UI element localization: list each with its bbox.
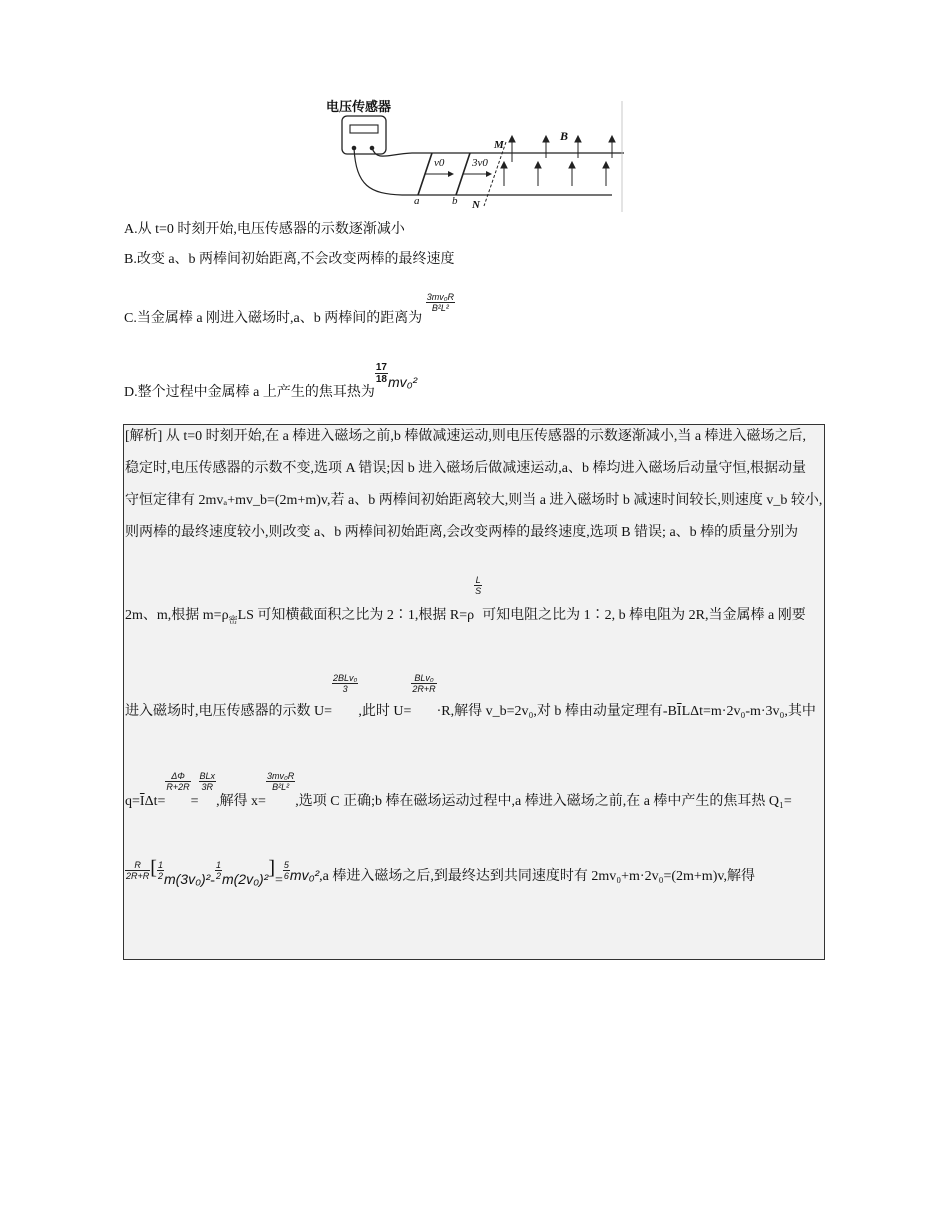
l6b: ,此时 U= xyxy=(358,703,412,719)
frac-denominator: 2 xyxy=(215,871,221,882)
frac-numerator: 3mv₀R xyxy=(426,292,455,302)
frac-denominator: 3 xyxy=(332,683,358,694)
frac-denominator: B²L² xyxy=(426,302,455,313)
frac-denominator: S xyxy=(475,586,482,596)
l7-frac2 xyxy=(199,771,217,792)
label-M: M xyxy=(494,139,504,151)
l8-half2 xyxy=(215,860,222,881)
l7-frac3 xyxy=(266,771,295,792)
frac-denominator: 2R+R xyxy=(412,684,436,694)
option-b: B.改变 a、b 两棒间初始距离,不会改变两棒的最终速度 xyxy=(124,252,455,267)
label-v0: v0 xyxy=(434,157,445,169)
l6a: 进入磁场时,电压传感器的示数 U= xyxy=(125,703,333,719)
l8-frac5 xyxy=(283,860,290,881)
l7a: q= xyxy=(125,793,140,809)
frac-numerator: 17 xyxy=(375,362,387,373)
l7e: ,选项 C 正确;b 棒在磁场运动过程中,a 棒进入磁场之前,在 a 棒中产生的焦耳热 Q₁= xyxy=(295,793,792,809)
l8-bracket-open: [ xyxy=(150,857,157,879)
option-a: A.从 t=0 时刻开始,电压传感器的示数逐渐减小 xyxy=(124,222,405,237)
analysis-line-3: 守恒定律有 2mvₐ+mv_b=(2m+m)v,若 a、b 两棒间初始距离较大,则当 a 进入磁场时 b 减速时间较长,则速度 v_b 较小, xyxy=(125,493,823,508)
frac-numerator: 5 xyxy=(283,860,289,871)
frac-numerator: R xyxy=(134,860,141,871)
l7-ibar: $\overline{I}$ xyxy=(139,793,145,809)
label-a: a xyxy=(414,195,420,207)
option-c xyxy=(124,292,455,326)
label-b: b xyxy=(452,195,458,207)
frac-denominator: 6 xyxy=(283,871,289,882)
option-d-text: D.整个过程中金属棒 a 上产生的焦耳热为 xyxy=(124,384,375,400)
l8-m2: m(2v₀)² xyxy=(221,871,269,887)
circuit-diagram xyxy=(322,96,624,212)
l6-frac1 xyxy=(332,673,358,694)
l5c: 可知电阻之比为 1∶2, b 棒电阻为 2R,当金属棒 a 刚要 xyxy=(482,607,806,623)
l7d: ,解得 x= xyxy=(216,793,266,809)
l5-frac xyxy=(474,575,482,596)
analysis-line-4: 则两棒的最终速度较小,则改变 a、b 两棒间初始距离,会改变两棒的最终速度,选项 B 错误; a、b 棒的质量分别为 xyxy=(125,525,799,540)
l8-half1 xyxy=(157,860,164,881)
l7-frac1 xyxy=(165,771,190,792)
l8-m1: m(3v₀)² xyxy=(163,871,211,887)
option-d-suffix: mv₀² xyxy=(387,373,418,390)
field-arrows xyxy=(501,136,615,186)
label-N: N xyxy=(472,199,480,211)
l6c: ·R,解得 v_b=2v₀,对 b 棒由动量定理有-B xyxy=(436,703,677,719)
analysis-line-8 xyxy=(125,857,755,888)
l8-mv: mv₀² xyxy=(289,867,320,883)
frac-denominator: 3R xyxy=(199,781,217,792)
analysis-line-2: 稳定时,电压传感器的示数不变,选项 A 错误;因 b 进入磁场后做减速运动,a、b 棒均进入磁场后动量守恒,根据动量 xyxy=(125,461,806,476)
l8-bracket-close: ] xyxy=(268,857,275,879)
frac-denominator: 2 xyxy=(157,871,163,882)
option-d-fraction xyxy=(375,362,388,385)
frac-numerator: 3mv₀R xyxy=(266,771,295,781)
frac-denominator: R+2R xyxy=(166,782,190,792)
l6-ibar: $\overline{I}$ xyxy=(676,703,682,719)
frac-numerator: ΔΦ xyxy=(171,771,185,781)
l8-tail: ,a 棒进入磁场之后,到最终达到共同速度时有 2mv₀+m·2v₀=(2m+m)v,解得 xyxy=(319,869,755,884)
l6d: LΔt=m·2v₀-m·3v₀,其中 xyxy=(681,703,816,719)
frac-denominator: 2R+R xyxy=(126,871,150,882)
frac-numerator: BLv₀ xyxy=(414,673,434,683)
frac-numerator: BLx xyxy=(199,771,216,781)
l6-frac2 xyxy=(411,673,436,694)
label-B: B xyxy=(560,129,569,143)
option-c-text: C.当金属棒 a 刚进入磁场时,a、b 两棒间的距离为 xyxy=(124,310,423,326)
sensor-label: 电压传感器 xyxy=(326,99,392,114)
l8-frac1 xyxy=(125,860,150,881)
option-d xyxy=(124,362,418,400)
frac-numerator: 1 xyxy=(215,860,221,871)
l5b: LS 可知横截面积之比为 2∶1,根据 R=ρ xyxy=(237,607,475,623)
sensor-box xyxy=(342,116,386,154)
l5a: 2m、m,根据 m=ρ xyxy=(125,607,229,623)
l7c: = xyxy=(190,793,199,809)
frac-numerator: 1 xyxy=(157,860,163,871)
sensor-display xyxy=(350,125,378,133)
l5-sub: 密 xyxy=(228,614,238,625)
l8-minus: - xyxy=(210,873,215,888)
analysis-box xyxy=(123,424,825,960)
frac-numerator: L xyxy=(475,575,481,585)
label-3v0: 3v0 xyxy=(472,157,488,169)
frac-denominator: 18 xyxy=(375,374,387,385)
frac-denominator: B²L² xyxy=(266,781,295,792)
analysis-line-1: [解析] 从 t=0 时刻开始,在 a 棒进入磁场之前,b 棒做减速运动,则电压传感器的示数逐渐减小,当 a 棒进入磁场之后, xyxy=(125,429,807,444)
option-c-fraction xyxy=(426,292,455,313)
l7b: Δt= xyxy=(144,793,166,809)
frac-numerator: 2BLv₀ xyxy=(333,673,358,683)
l8-eq: = xyxy=(275,873,283,888)
